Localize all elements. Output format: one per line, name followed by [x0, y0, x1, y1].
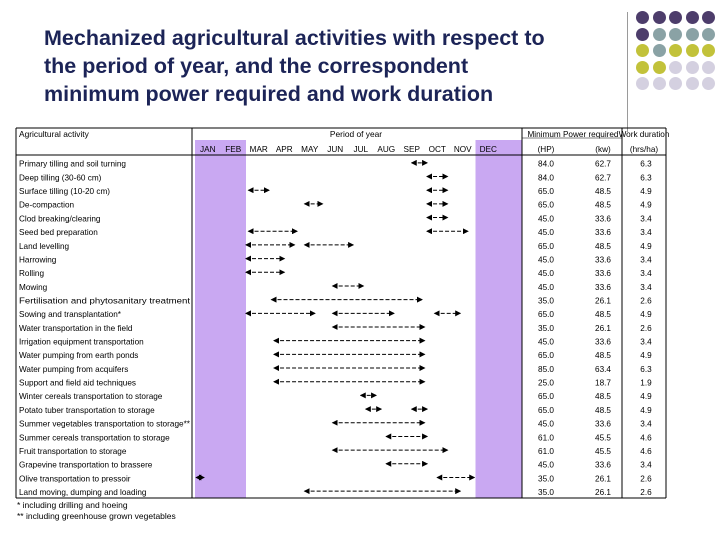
row-16-hp-value: 85.0 — [538, 364, 554, 374]
header-month-apr: APR — [275, 145, 293, 154]
header-month-oct: OCT — [428, 145, 446, 154]
row-24-activity-label: Olive transportation to pressoir — [19, 474, 131, 484]
row-10-hp-value: 45.0 — [538, 282, 554, 292]
row-10-kw-value: 33.6 — [595, 282, 611, 292]
row-6-hp-value: 45.0 — [538, 228, 554, 238]
footnote-2: ** including greenhouse grown vegetables — [17, 511, 176, 521]
title-line-2: the period of year, and the correspondent — [44, 54, 469, 78]
table-footnotes — [17, 500, 176, 522]
row-11-kw-value: 26.1 — [595, 296, 611, 306]
row-18-kw-value: 48.5 — [595, 392, 611, 402]
row-19-hrs-value: 4.9 — [640, 405, 652, 415]
header-month-feb: FEB — [225, 145, 242, 154]
row-23-hp-value: 45.0 — [538, 460, 554, 470]
row-13-hp-value: 35.0 — [538, 323, 554, 333]
row-14-hrs-value: 3.4 — [640, 337, 652, 347]
row-15-hrs-value: 4.9 — [640, 351, 652, 361]
row-12-hp-value: 65.0 — [538, 310, 554, 320]
row-24-hp-value: 35.0 — [538, 474, 554, 484]
row-20-hp-value: 45.0 — [538, 419, 554, 429]
row-12-hrs-value: 4.9 — [640, 310, 652, 320]
row-19-activity-label: Potato tuber transportation to storage — [19, 405, 155, 415]
row-3-kw-value: 48.5 — [595, 187, 611, 197]
row-4-hp-value: 65.0 — [538, 200, 554, 210]
row-9-kw-value: 33.6 — [595, 269, 611, 279]
dec-highlight-band — [476, 140, 523, 498]
row-11-hrs-value: 2.6 — [640, 296, 652, 306]
row-13-activity-label: Water transportation in the field — [19, 323, 133, 333]
row-17-activity-label: Support and field aid techniques — [19, 378, 136, 388]
row-20-activity-label: Summer vegetables transportation to storage** — [19, 419, 191, 429]
row-17-hp-value: 25.0 — [538, 378, 554, 388]
row-17-hrs-value: 1.9 — [640, 378, 652, 388]
header-month-jan: JAN — [200, 145, 216, 154]
row-16-activity-label: Water pumping from acquifers — [19, 364, 129, 374]
header-minimum-power: Minimum Power required — [527, 130, 619, 139]
row-14-activity-label: Irrigation equipment transportation — [19, 337, 144, 347]
row-2-kw-value: 62.7 — [595, 173, 611, 183]
row-1-kw-value: 62.7 — [595, 159, 611, 169]
row-7-kw-value: 48.5 — [595, 241, 611, 251]
row-8-hrs-value: 3.4 — [640, 255, 652, 265]
header-month-mar: MAR — [249, 145, 268, 154]
row-5-kw-value: 33.6 — [595, 214, 611, 224]
row-3-hp-value: 65.0 — [538, 187, 554, 197]
header-work-duration: Work duration — [618, 130, 670, 139]
row-21-hrs-value: 4.6 — [640, 433, 652, 443]
row-25-hp-value: 35.0 — [538, 488, 554, 497]
row-20-hrs-value: 3.4 — [640, 419, 652, 429]
row-7-hp-value: 65.0 — [538, 241, 554, 251]
row-4-hrs-value: 4.9 — [640, 200, 652, 210]
row-21-hp-value: 61.0 — [538, 433, 554, 443]
header-month-aug: AUG — [377, 145, 396, 154]
row-21-activity-label: Summer cereals transportation to storage — [19, 433, 170, 443]
header-hrs-ha: (hrs/ha) — [629, 145, 659, 154]
row-25-activity-label: Land moving, dumping and loading — [19, 488, 147, 497]
header-month-dec: DEC — [479, 145, 497, 154]
row-8-hp-value: 45.0 — [538, 255, 554, 265]
row-1-hrs-value: 6.3 — [640, 159, 652, 169]
row-23-kw-value: 33.6 — [595, 460, 611, 470]
row-5-hp-value: 45.0 — [538, 214, 554, 224]
row-17-kw-value: 18.7 — [595, 378, 611, 388]
row-2-hrs-value: 6.3 — [640, 173, 652, 183]
row-10-hrs-value: 3.4 — [640, 282, 652, 292]
row-1-hp-value: 84.0 — [538, 159, 554, 169]
row-25-hrs-value: 2.6 — [640, 488, 652, 497]
row-22-kw-value: 45.5 — [595, 446, 611, 456]
row-6-hrs-value: 3.4 — [640, 228, 652, 238]
row-13-kw-value: 26.1 — [595, 323, 611, 333]
row-15-hp-value: 65.0 — [538, 351, 554, 361]
row-16-kw-value: 63.4 — [595, 364, 611, 374]
row-2-activity-label: Deep tilling (30-60 cm) — [19, 173, 102, 183]
header-month-nov: NOV — [453, 145, 472, 154]
row-23-hrs-value: 3.4 — [640, 460, 652, 470]
row-8-kw-value: 33.6 — [595, 255, 611, 265]
title-line-3: minimum power required and work duration — [44, 82, 494, 106]
row-5-activity-label: Clod breaking/clearing — [19, 214, 101, 224]
row-16-hrs-value: 6.3 — [640, 364, 652, 374]
header-month-jul: JUL — [353, 145, 369, 154]
row-22-hrs-value: 4.6 — [640, 446, 652, 456]
row-24-kw-value: 26.1 — [595, 474, 611, 484]
row-4-activity-label: De-compaction — [19, 200, 75, 210]
row-3-activity-label: Surface tilling (10-20 cm) — [19, 187, 111, 197]
row-12-activity-label: Sowing and transplantation* — [19, 310, 121, 320]
row-19-kw-value: 48.5 — [595, 405, 611, 415]
row-3-hrs-value: 4.9 — [640, 187, 652, 197]
row-11-activity-label: Fertilisation and phytosanitary treatment — [19, 296, 191, 306]
row-9-hrs-value: 3.4 — [640, 269, 652, 279]
row-11-hp-value: 35.0 — [538, 296, 554, 306]
header-month-jun: JUN — [327, 145, 344, 154]
header-kw: (kw) — [595, 145, 611, 154]
row-18-hp-value: 65.0 — [538, 392, 554, 402]
row-4-kw-value: 48.5 — [595, 200, 611, 210]
row-9-hp-value: 45.0 — [538, 269, 554, 279]
row-22-hp-value: 61.0 — [538, 446, 554, 456]
row-1-activity-label: Primary tilling and soil turning — [19, 159, 126, 169]
row-22-activity-label: Fruit transportation to storage — [19, 446, 127, 456]
row-25-kw-value: 26.1 — [595, 488, 611, 497]
header-agricultural-activity: Agricultural activity — [19, 129, 89, 139]
footnote-1: * including drilling and hoeing — [17, 500, 128, 510]
row-18-activity-label: Winter cereals transportation to storage — [19, 392, 163, 402]
row-18-hrs-value: 4.9 — [640, 392, 652, 402]
row-10-activity-label: Mowing — [19, 282, 48, 292]
row-9-activity-label: Rolling — [19, 269, 45, 279]
row-13-hrs-value: 2.6 — [640, 323, 652, 333]
row-12-kw-value: 48.5 — [595, 310, 611, 320]
row-15-activity-label: Water pumping from earth ponds — [19, 351, 139, 361]
row-21-kw-value: 45.5 — [595, 433, 611, 443]
header-period-of-year: Period of year — [329, 129, 383, 139]
header-month-sep: SEP — [403, 145, 420, 154]
row-7-activity-label: Land levelling — [19, 241, 70, 251]
row-14-hp-value: 45.0 — [538, 337, 554, 347]
row-2-hp-value: 84.0 — [538, 173, 554, 183]
row-5-hrs-value: 3.4 — [640, 214, 652, 224]
row-7-hrs-value: 4.9 — [640, 241, 652, 251]
title-line-1: Mechanized agricultural activities with respect to — [44, 26, 545, 50]
header-hp: (HP) — [537, 145, 555, 154]
row-6-kw-value: 33.6 — [595, 228, 611, 238]
row-19-hp-value: 65.0 — [538, 405, 554, 415]
row-6-activity-label: Seed bed preparation — [19, 228, 98, 238]
jan-feb-highlight-band — [195, 140, 246, 498]
row-23-activity-label: Grapevine transportation to brassere — [19, 460, 153, 470]
row-8-activity-label: Harrowing — [19, 255, 57, 265]
row-14-kw-value: 33.6 — [595, 337, 611, 347]
row-24-hrs-value: 2.6 — [640, 474, 652, 484]
header-month-may: MAY — [301, 145, 319, 154]
row-20-kw-value: 33.6 — [595, 419, 611, 429]
row-15-kw-value: 48.5 — [595, 351, 611, 361]
